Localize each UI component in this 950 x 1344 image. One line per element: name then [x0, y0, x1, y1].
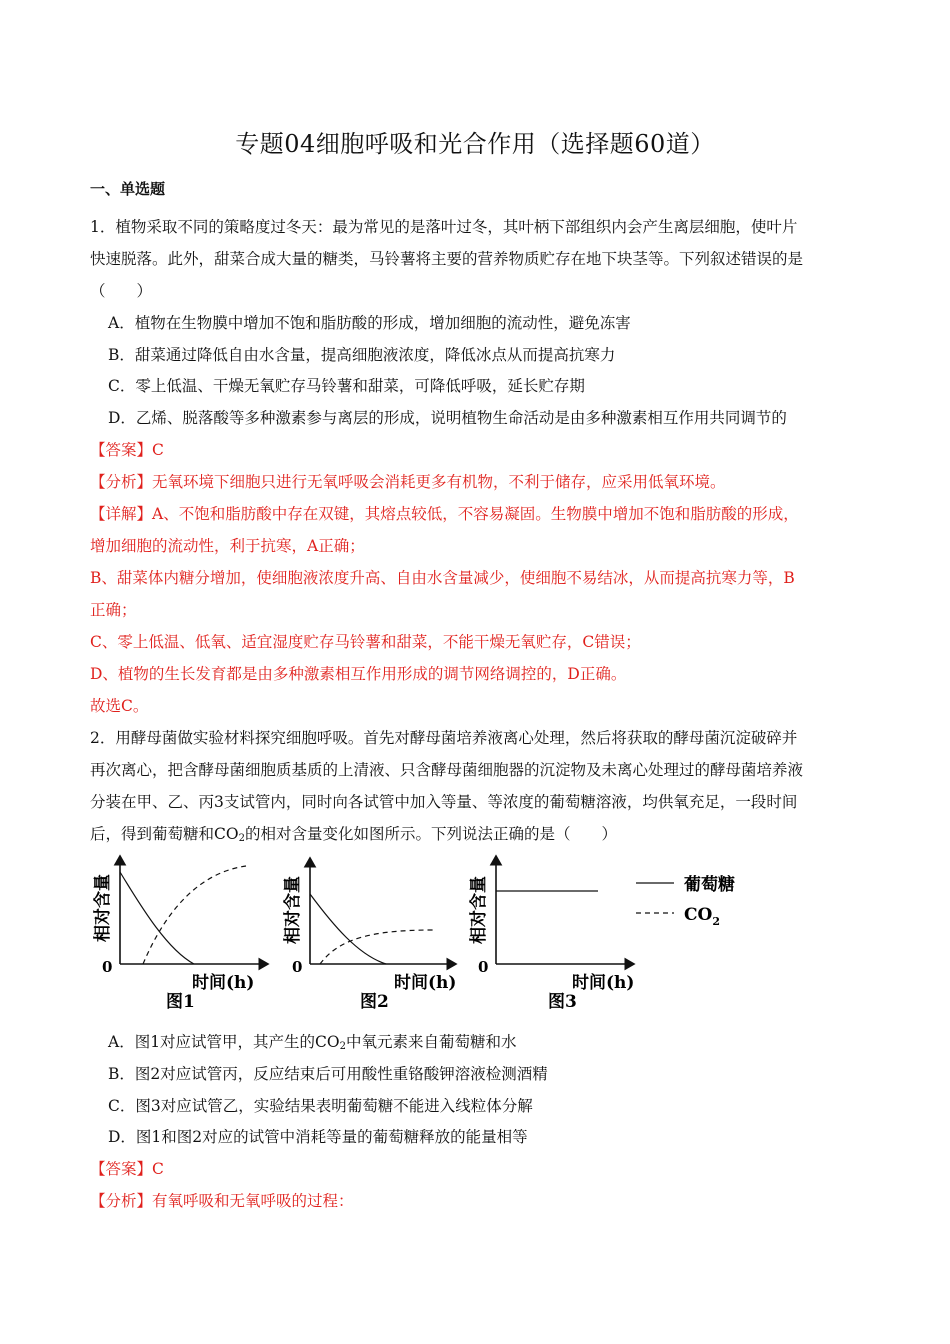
- fig2-origin: 0: [292, 958, 303, 976]
- fig1-caption: 图1: [166, 992, 195, 1012]
- q1-stem-line-2: 快速脱落。此外，甜菜合成大量的糖类，马铃薯将主要的营养物质贮存在地下块茎等。下列叙述错误的是: [90, 250, 804, 268]
- q1-option-c: C．零上低温、干燥无氧贮存马铃薯和甜菜，可降低呼吸，延长贮存期: [108, 377, 585, 395]
- q1-stem-line-3: （ ）: [90, 282, 153, 300]
- q1-option-b: B．甜菜通过降低自由水含量，提高细胞液浓度，降低冰点从而提高抗寒力: [108, 346, 616, 364]
- fig1-co2-curve: [143, 866, 246, 964]
- q1-detail-line-3: B、甜菜体内糖分增加，使细胞液浓度升高、自由水含量减少，使细胞不易结冰，从而提高抗寒力等，B: [90, 569, 795, 587]
- q1-conclusion: 故选C。: [90, 697, 149, 715]
- fig3-xlabel: 时间(h): [572, 973, 635, 993]
- figure-legend: [636, 874, 735, 928]
- fig2-co2-curve: [320, 930, 433, 964]
- figure-svg: [88, 850, 788, 1020]
- q1-stem-line-1: 1．植物采取不同的策略度过冬天：最为常见的是落叶过冬，其叶柄下部组织内会产生离层细胞，使叶片: [90, 218, 798, 236]
- answer-tag: 【答案】: [90, 441, 153, 459]
- figure-group: [88, 850, 788, 1020]
- q1-detail-line-4: 正确；: [90, 601, 137, 619]
- q2-option-a-pre: A．图1对应试管甲，其产生的CO: [108, 1033, 340, 1051]
- answer-value: C: [152, 441, 164, 459]
- q2-stem-line-4: [90, 824, 865, 844]
- q2-stem-pre: 后，得到葡萄糖和CO: [90, 825, 239, 843]
- fig1-glucose-curve: [120, 872, 194, 964]
- fig2-caption: 图2: [360, 992, 389, 1012]
- analysis-tag: 【分析】: [90, 1192, 153, 1210]
- q1-detail-line-6: D、植物的生长发育都是由多种激素相互作用形成的调节网络调控的，D正确。: [90, 665, 627, 683]
- page-title: 专题04细胞呼吸和光合作用（选择题60道）: [235, 130, 715, 158]
- q2-stem-line-3: 分装在甲、乙、丙3支试管内，同时向各试管中加入等量、等浓度的葡萄糖溶液，均供氧充足，一段时间: [90, 793, 798, 811]
- fig1-xlabel: 时间(h): [192, 973, 255, 993]
- legend-co2-sub: 2: [712, 915, 720, 928]
- figure-2: [282, 858, 456, 1012]
- fig1-origin: 0: [102, 958, 113, 976]
- figure-1: [92, 856, 268, 1012]
- q1-answer: [90, 440, 865, 460]
- fig3-origin: 0: [478, 958, 489, 976]
- legend-glucose-label: 葡萄糖: [684, 875, 735, 895]
- analysis-tag: 【分析】: [90, 473, 153, 491]
- q2-option-a-post: 中氧元素来自葡萄糖和水: [346, 1033, 517, 1051]
- q2-option-b: B．图2对应试管丙，反应结束后可用酸性重铬酸钾溶液检测酒精: [108, 1065, 548, 1083]
- answer-tag: 【答案】: [90, 1160, 153, 1178]
- q1-detail-line-2: 增加细胞的流动性，利于抗寒，A正确；: [90, 537, 365, 555]
- answer-value: C: [152, 1160, 164, 1178]
- analysis-text: 有氧呼吸和无氧呼吸的过程：: [152, 1192, 354, 1210]
- q2-option-a-sub: 2: [339, 1041, 346, 1052]
- fig1-ylabel: 相对含量: [93, 874, 113, 942]
- analysis-text: 无氧环境下细胞只进行无氧呼吸会消耗更多有机物，不利于储存，应采用低氧环境。: [152, 473, 726, 491]
- q2-option-d: D．图1和图2对应的试管中消耗等量的葡萄糖释放的能量相等: [108, 1128, 528, 1146]
- fig3-caption: 图3: [548, 992, 577, 1012]
- fig2-xlabel: 时间(h): [394, 973, 457, 993]
- detail-text: A、不饱和脂肪酸中存在双键，其熔点较低，不容易凝固。生物膜中增加不饱和脂肪酸的形成，: [152, 505, 799, 523]
- fig2-glucose-curve: [310, 894, 386, 964]
- q2-analysis: [90, 1191, 865, 1211]
- q1-option-d: D．乙烯、脱落酸等多种激素参与离层的形成，说明植物生命活动是由多种激素相互作用共同调节的: [108, 409, 787, 427]
- fig3-ylabel: 相对含量: [469, 876, 489, 944]
- q1-detail-line-1: [90, 504, 865, 524]
- q2-option-a: [108, 1032, 883, 1052]
- q2-stem-line-2: 再次离心，把含酵母菌细胞质基质的上清液、只含酵母菌细胞器的沉淀物及未离心处理过的酵母菌培养液: [90, 761, 804, 779]
- q1-detail-line-5: C、零上低温、低氧、适宜湿度贮存马铃薯和甜菜，不能干燥无氧贮存，C错误；: [90, 633, 641, 651]
- q1-option-a: A．植物在生物膜中增加不饱和脂肪酸的形成，增加细胞的流动性，避免冻害: [108, 314, 631, 332]
- q2-option-c: C．图3对应试管乙，实验结果表明葡萄糖不能进入线粒体分解: [108, 1097, 533, 1115]
- q2-stem-post: 的相对含量变化如图所示。下列说法正确的是（ ）: [244, 825, 617, 843]
- legend-co2-text: CO: [684, 905, 713, 925]
- q2-stem-line-1: 2．用酵母菌做实验材料探究细胞呼吸。首先对酵母菌培养液离心处理，然后将获取的酵母菌沉淀破碎并: [90, 729, 798, 747]
- q2-stem-sub: 2: [238, 833, 245, 844]
- q1-analysis: [90, 472, 865, 492]
- detail-tag: 【详解】: [90, 505, 153, 523]
- fig2-ylabel: 相对含量: [283, 876, 303, 944]
- q2-answer: [90, 1159, 865, 1179]
- figure-3: [468, 856, 634, 1012]
- legend-co2-label: [684, 905, 720, 928]
- section-heading: 一、单选题: [90, 180, 166, 198]
